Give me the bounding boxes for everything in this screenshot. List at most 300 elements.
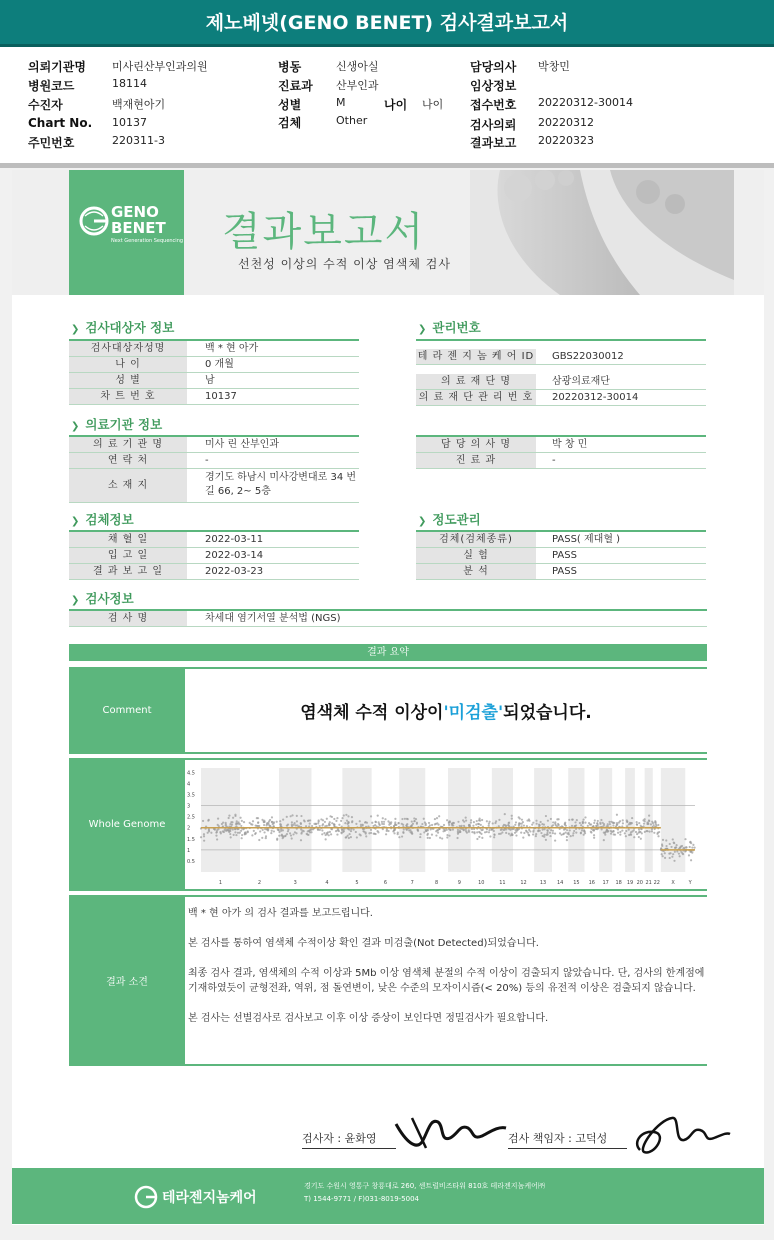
whole-genome-chart [187, 764, 703, 887]
data-point [638, 831, 640, 833]
x-tick-label: 7 [410, 880, 414, 886]
x-tick-label: X [671, 880, 675, 886]
findings-label: 결과 소견 [69, 897, 185, 1064]
data-point [592, 825, 594, 827]
data-point [482, 829, 484, 831]
data-point [523, 832, 525, 834]
data-point [278, 831, 280, 833]
data-point [203, 833, 205, 835]
data-point [384, 818, 386, 820]
data-point [397, 822, 399, 824]
data-point [232, 828, 234, 830]
data-point [290, 834, 292, 836]
comment-label: Comment [69, 669, 185, 752]
receipt-label: 접수번호 [470, 98, 517, 112]
data-point [630, 834, 632, 836]
data-point [265, 824, 267, 826]
data-point [383, 821, 385, 823]
data-point [235, 823, 237, 825]
data-point [572, 834, 574, 836]
data-point [239, 817, 241, 819]
institution-right-row: 담 당 의 사 명 박 창 민 [416, 437, 706, 453]
data-point [669, 843, 671, 845]
data-point [492, 822, 494, 824]
x-tick-label: 6 [383, 880, 388, 886]
data-point [566, 829, 568, 831]
data-point [406, 829, 408, 831]
institution-right-row: 진 료 과 - [416, 453, 706, 469]
data-point [653, 832, 655, 834]
management-rule [416, 339, 706, 341]
ward-label: 병동 [278, 60, 302, 74]
data-point [671, 856, 673, 858]
data-point [693, 847, 695, 849]
data-point [488, 823, 490, 825]
data-point [237, 823, 239, 825]
data-point [436, 829, 438, 831]
data-point [236, 820, 238, 822]
data-point [230, 836, 232, 838]
data-point [309, 823, 311, 825]
data-point [673, 860, 675, 862]
data-point [436, 817, 438, 819]
data-point [545, 839, 547, 841]
chevron-right-icon: ❯ [71, 595, 80, 606]
subject-row: 성 별 남 [69, 373, 359, 389]
data-point [300, 823, 302, 825]
data-point [295, 824, 297, 826]
data-point [413, 820, 415, 822]
data-point [463, 825, 465, 827]
findings-text [188, 906, 708, 1041]
data-point [214, 829, 216, 831]
data-point [353, 828, 355, 830]
data-point [523, 824, 525, 826]
data-point [505, 832, 507, 834]
data-point [348, 821, 350, 823]
data-point [678, 853, 680, 855]
data-point [644, 818, 646, 820]
chart-value: 10137 [112, 116, 147, 129]
data-point [603, 839, 605, 841]
data-point [572, 832, 574, 834]
data-point [351, 816, 353, 818]
data-point [306, 833, 308, 835]
data-point [267, 828, 269, 830]
data-point [519, 823, 521, 825]
doctor-label: 담당의사 [470, 60, 517, 74]
data-point [318, 821, 320, 823]
data-point [272, 823, 274, 825]
data-point [594, 819, 596, 821]
data-point [258, 839, 260, 841]
data-point [616, 824, 618, 826]
data-point [593, 837, 595, 839]
data-point [251, 834, 253, 836]
data-point [426, 834, 428, 836]
data-point [528, 834, 530, 836]
x-tick-label: 14 [556, 880, 564, 886]
data-point [609, 823, 611, 825]
data-point [519, 817, 521, 819]
data-point [592, 829, 594, 831]
data-point [229, 833, 231, 835]
data-point [350, 836, 352, 838]
y-tick-label: 3 [187, 803, 191, 810]
data-point [493, 836, 495, 838]
data-point [617, 832, 619, 834]
data-point [597, 824, 599, 826]
data-point [679, 855, 681, 857]
data-point [511, 818, 513, 820]
data-point [359, 820, 361, 822]
data-point [500, 828, 502, 830]
dept-label: 진료과 [278, 79, 313, 93]
data-point [540, 821, 542, 823]
data-point [269, 825, 271, 827]
data-point [692, 844, 694, 846]
data-point [423, 831, 425, 833]
data-point [504, 813, 506, 815]
x-tick-label: 2 [257, 880, 262, 886]
data-point [271, 816, 273, 818]
data-point [569, 829, 571, 831]
data-point [470, 822, 472, 824]
data-point [220, 832, 222, 834]
data-point [393, 832, 395, 834]
patient-header [0, 50, 774, 162]
data-point [233, 834, 235, 836]
data-point [435, 823, 437, 825]
chevron-right-icon: ❯ [71, 324, 80, 335]
data-point [475, 823, 477, 825]
data-point [479, 820, 481, 822]
data-point [465, 830, 467, 832]
chromosome-band [448, 768, 471, 872]
data-point [605, 830, 607, 832]
data-point [413, 817, 415, 819]
patient-value: 백재현아기 [112, 98, 166, 111]
data-point [690, 842, 692, 844]
data-point [394, 818, 396, 820]
data-point [681, 845, 683, 847]
data-point [542, 829, 544, 831]
data-point [528, 820, 530, 822]
data-point [515, 821, 517, 823]
data-point [601, 828, 603, 830]
responsible-signature-line: 검사 책임자 : 고덕성 [508, 1130, 627, 1149]
data-point [672, 838, 674, 840]
data-point [300, 815, 302, 817]
data-point [347, 815, 349, 817]
data-point [403, 828, 405, 830]
data-point [284, 835, 286, 837]
data-point [574, 821, 576, 823]
data-point [547, 820, 549, 822]
data-point [402, 824, 404, 826]
data-point [216, 829, 218, 831]
geno-benet-logo [69, 170, 184, 295]
data-point [347, 825, 349, 827]
data-point [319, 829, 321, 831]
data-point [372, 825, 374, 827]
data-point [603, 825, 605, 827]
data-point [644, 831, 646, 833]
data-point [657, 824, 659, 826]
data-point [229, 830, 231, 832]
data-point [462, 829, 464, 831]
data-point [203, 840, 205, 842]
data-point [465, 819, 467, 821]
data-point [633, 829, 635, 831]
data-point [635, 831, 637, 833]
data-point [600, 819, 602, 821]
data-point [549, 835, 551, 837]
data-point [472, 825, 474, 827]
data-point [431, 834, 433, 836]
data-point [575, 831, 577, 833]
data-point [597, 820, 599, 822]
data-point [582, 821, 584, 823]
data-point [335, 830, 337, 832]
data-point [587, 825, 589, 827]
data-point [271, 830, 273, 832]
data-point [525, 829, 527, 831]
specimen-label: 검체 [278, 116, 302, 130]
data-point [296, 820, 298, 822]
data-point [370, 832, 372, 834]
comment-highlight: '미검출' [443, 703, 504, 723]
data-point [429, 824, 431, 826]
qc-row: 실 험 PASS [416, 548, 706, 564]
data-point [675, 844, 677, 846]
x-tick-label: 19 [626, 880, 634, 886]
data-point [330, 833, 332, 835]
institution-label: 의뢰기관명 [28, 60, 86, 74]
data-point [521, 819, 523, 821]
responsible-signature [628, 1112, 734, 1162]
data-point [370, 829, 372, 831]
data-point [257, 822, 259, 824]
test-row: 검 사 명 차세대 염기서열 분석법 (NGS) [69, 611, 707, 627]
resident-value: 220311-3 [112, 134, 165, 147]
data-point [552, 832, 554, 834]
data-point [355, 831, 357, 833]
data-point [633, 836, 635, 838]
data-point [232, 817, 234, 819]
data-point [289, 832, 291, 834]
data-point [448, 835, 450, 837]
data-point [268, 820, 270, 822]
data-point [685, 846, 687, 848]
data-point [291, 821, 293, 823]
data-point [257, 817, 259, 819]
data-point [543, 834, 545, 836]
qc-section-title: ❯ 정도관리 [418, 512, 481, 527]
sex-label: 성별 [278, 98, 302, 112]
x-tick-label: 4 [325, 880, 329, 886]
data-point [542, 835, 544, 837]
data-point [619, 831, 621, 833]
data-point [481, 837, 483, 839]
geno-logo-icon [79, 204, 109, 238]
doctor-value: 박창민 [538, 60, 570, 73]
data-point [511, 834, 513, 836]
chevron-right-icon: ❯ [418, 516, 427, 527]
chevron-right-icon: ❯ [418, 324, 427, 335]
data-point [441, 837, 443, 839]
data-point [570, 835, 572, 837]
x-tick-label: Y [688, 880, 692, 886]
footer-address: 경기도 수원시 영통구 창룡대로 260, 센트럴비즈타워 810호 테라젠지놈케어㈜ [304, 1182, 545, 1190]
data-point [540, 832, 542, 834]
data-point [350, 830, 352, 832]
data-point [457, 829, 459, 831]
x-tick-label: 8 [435, 880, 439, 886]
data-point [417, 829, 419, 831]
data-point [444, 830, 446, 832]
data-point [437, 832, 439, 834]
data-point [329, 831, 331, 833]
data-point [374, 821, 376, 823]
data-point [225, 822, 227, 824]
data-point [495, 820, 497, 822]
data-point [476, 831, 478, 833]
test-section-title: ❯ 검사정보 [71, 591, 134, 606]
footer [12, 1168, 764, 1224]
data-point [406, 824, 408, 826]
data-point [215, 832, 217, 834]
data-point [535, 820, 537, 822]
data-point [427, 837, 429, 839]
data-point [366, 822, 368, 824]
data-point [328, 823, 330, 825]
data-point [287, 823, 289, 825]
data-point [323, 832, 325, 834]
data-point [680, 851, 682, 853]
comment-block [69, 667, 707, 754]
subject-row: 나 이 0 개월 [69, 357, 359, 373]
data-point [429, 837, 431, 839]
data-point [456, 837, 458, 839]
dept-value: 산부인과 [336, 79, 379, 92]
data-point [234, 831, 236, 833]
data-point [552, 824, 554, 826]
data-point [621, 829, 623, 831]
data-point [673, 842, 675, 844]
hospital-code-label: 병원코드 [28, 79, 75, 93]
data-point [397, 832, 399, 834]
data-point [535, 835, 537, 837]
data-point [452, 828, 454, 830]
data-point [419, 833, 421, 835]
data-point [237, 832, 239, 834]
data-point [338, 824, 340, 826]
data-point [508, 822, 510, 824]
data-point [622, 822, 624, 824]
data-point [310, 831, 312, 833]
x-tick-label: 5 [355, 880, 359, 886]
data-point [438, 815, 440, 817]
data-point [622, 819, 624, 821]
x-tick-label: 20 [636, 880, 643, 886]
data-point [628, 828, 630, 830]
data-point [527, 832, 529, 834]
data-point [489, 835, 491, 837]
banner-subtitle: 선천성 이상의 수적 이상 염색체 검사 [238, 257, 451, 271]
data-point [326, 832, 328, 834]
data-point [331, 822, 333, 824]
data-point [648, 820, 650, 822]
data-point [650, 823, 652, 825]
data-point [552, 821, 554, 823]
data-point [508, 833, 510, 835]
data-point [573, 830, 575, 832]
receipt-value: 20220312-30014 [538, 96, 633, 109]
data-point [571, 825, 573, 827]
data-point [539, 830, 541, 832]
chevron-right-icon: ❯ [71, 421, 80, 432]
data-point [518, 825, 520, 827]
data-point [644, 820, 646, 822]
data-point [624, 832, 626, 834]
data-point [282, 837, 284, 839]
data-point [582, 818, 584, 820]
data-point [216, 838, 218, 840]
data-point [308, 819, 310, 821]
findings-line: 최종 검사 결과, 염색체의 수적 이상과 5Mb 이상 염색체 분절의 수적 이상이 검출되지 않았습니다. 단, 검사의 한계점에 기재하였듯이 균형전좌, 역위, 점 돌연변이, 낮은 수준의 모자이시즘(< 20%) 등의 유전적 이상은 검출되지 않습니다. [188, 968, 705, 994]
data-point [655, 821, 657, 823]
data-point [244, 832, 246, 834]
examiner-signature-line: 검사자 : 윤화영 [302, 1130, 396, 1149]
data-point [337, 829, 339, 831]
age-label: 나이 [384, 98, 408, 112]
data-point [515, 834, 517, 836]
data-point [340, 820, 342, 822]
data-point [210, 832, 212, 834]
subject-row: 검사대상자성명 백 * 현 아가 [69, 341, 359, 357]
data-point [457, 821, 459, 823]
data-point [665, 839, 667, 841]
data-point [617, 828, 619, 830]
institution-section-title: ❯ 의료기관 정보 [71, 417, 163, 432]
data-point [566, 836, 568, 838]
data-point [471, 831, 473, 833]
data-point [241, 834, 243, 836]
data-point [262, 829, 264, 831]
data-point [604, 834, 606, 836]
x-tick-label: 13 [539, 880, 547, 886]
y-tick-label: 1 [187, 847, 191, 854]
data-point [599, 822, 601, 824]
data-point [315, 823, 317, 825]
data-point [446, 836, 448, 838]
data-point [613, 822, 615, 824]
data-point [385, 833, 387, 835]
data-point [480, 833, 482, 835]
data-point [494, 834, 496, 836]
data-point [215, 835, 217, 837]
summary-bar: 결과 요약 [69, 644, 707, 661]
data-point [566, 839, 568, 841]
data-point [556, 818, 558, 820]
data-point [554, 832, 556, 834]
data-point [348, 837, 350, 839]
data-point [554, 839, 556, 841]
data-point [638, 822, 640, 824]
data-point [203, 835, 205, 837]
data-point [377, 814, 379, 816]
